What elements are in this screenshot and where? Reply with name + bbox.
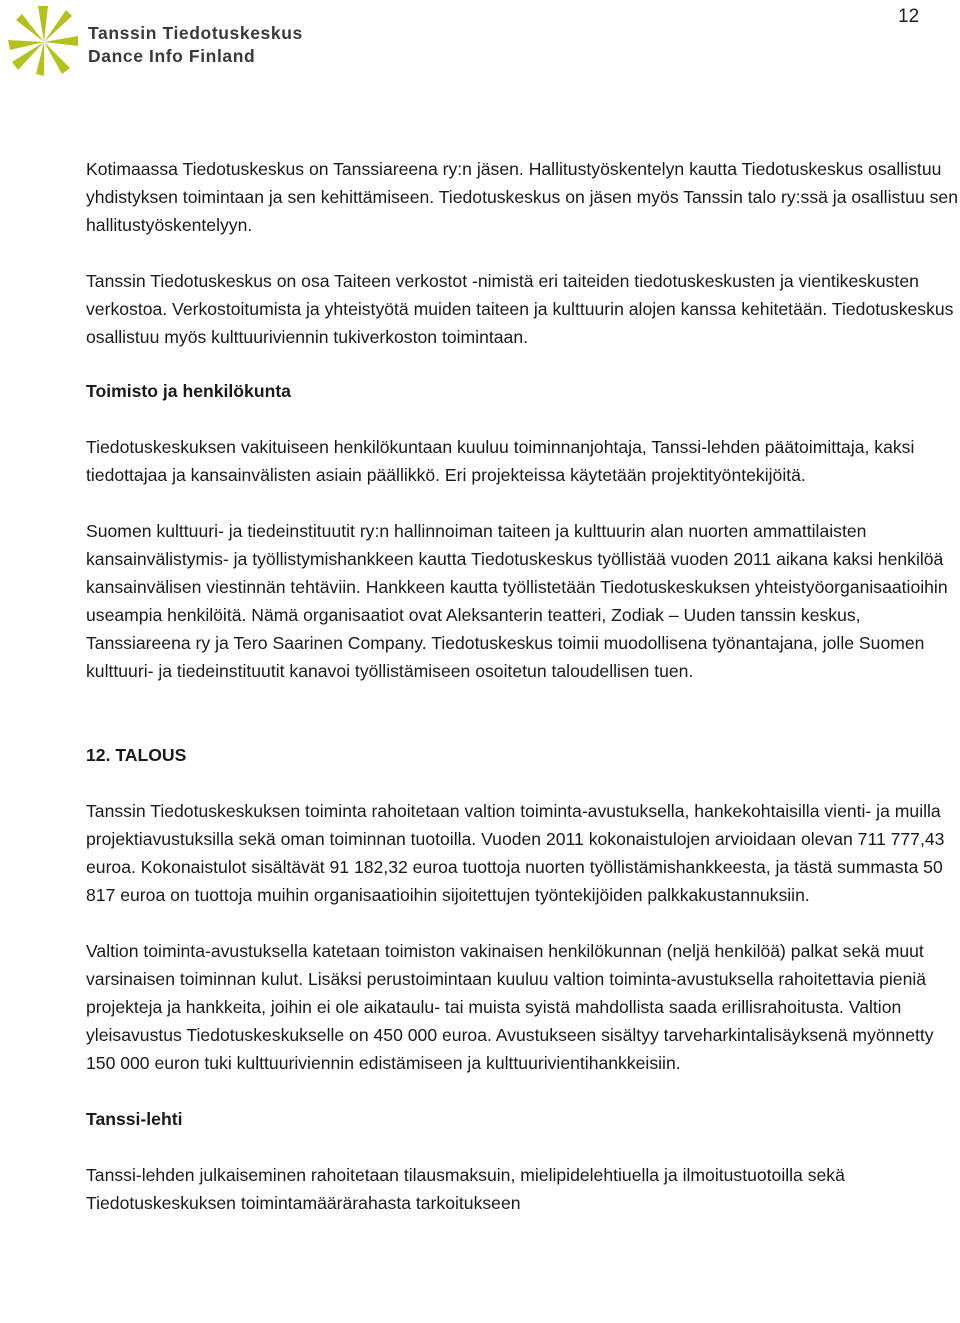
paragraph: Tanssin Tiedotuskeskuksen toiminta rahoitetaan valtion toiminta-avustuksella, hankekohtaisilla vienti- ja muilla projektiavustuksilla sekä oman toiminnan tuotoilla. Vuoden 2011 kokonaistulojen arvioidaan olevan 711 777,43 euroa. Kokonaistulot sisältävät 91 182,32 euroa tuottoja nuorten työllistämishankkeesta, ja tästä summasta 50 817 euroa on tuottoja muihin organisaatioihin sijoitettujen työntekijöiden palkkakustannuksiin. xyxy=(86,801,945,905)
section-heading: Toimisto ja henkilökunta xyxy=(86,381,291,401)
page-number: 12 xyxy=(898,6,920,27)
paragraph: Tanssin Tiedotuskeskus on osa Taiteen verkostot -nimistä eri taiteiden tiedotuskeskusten ja vientikeskusten verkostoa. Verkostoitumista ja yhteistyötä muiden taiteen ja kulttuurin alojen kanssa kehitetään. Tiedotuskeskus osallistuu myös kulttuuriviennin tukiverkoston toimintaan. xyxy=(86,271,954,347)
paragraph: Valtion toiminta-avustuksella katetaan toimiston vakinaisen henkilökunnan (neljä henkilöä) palkat sekä muut varsinaisen toiminnan kulut. Lisäksi perustoimintaan kuuluu valtion toiminta-avustuksella rahoitettavia pieniä projekteja ja hankkeita, joihin ei ole aikataulu- tai muista syistä mahdollista saada erillisrahoitusta. Valtion yleisavustus Tiedotuskeskukselle on 450 000 euroa. Avustukseen sisältyy tarveharkintalisäyksenä myönnetty 150 000 euron tuki kulttuuriviennin edistämiseen ja kulttuurivientihankkeisiin. xyxy=(86,941,934,1073)
paragraph: Kotimaassa Tiedotuskeskus on Tanssiareena ry:n jäsen. Hallitustyöskentelyn kautta Tiedotuskeskus osallistuu yhdistyksen toimintaan ja sen kehittämiseen. Tiedotuskeskus on jäsen myös Tanssin talo ry:ssä ja osallistuu sen hallitustyöskentelyyn. xyxy=(86,159,958,235)
section-heading: Tanssi-lehti xyxy=(86,1109,183,1129)
logo-title: Tanssin Tiedotuskeskus xyxy=(88,23,303,43)
paragraph: Suomen kulttuuri- ja tiedeinstituutit ry:n hallinnoiman taiteen ja kulttuurin alan nuorten ammattilaisten kansainvälistymis- ja työllistymishankkeen kautta Tiedotuskeskus työllistää vuoden 2011 aikana kaksi henkilöä kansainvälisen viestinnän tehtäviin. Hankkeen kautta työllistetään Tiedotuskeskuksen yhteistyöorganisaatioihin useampia henkilöitä. Nämä organisaatiot ovat Aleksanterin teatteri, Zodiak – Uuden tanssin keskus, Tanssiareena ry ja Tero Saarinen Company. Tiedotuskeskus toimii muodollisena työnantajana, jolle Suomen kulttuuri- ja tiedeinstituutit kanavoi työllistämiseen osoitetun taloudellisen tuen. xyxy=(86,521,948,681)
logo xyxy=(4,2,334,80)
document-body xyxy=(86,155,958,1217)
section-heading: 12. TALOUS xyxy=(86,745,187,765)
paragraph: Tanssi-lehden julkaiseminen rahoitetaan tilausmaksuin, mielipidelehtiuella ja ilmoitustuotoilla sekä Tiedotuskeskuksen toimintamäärärahasta tarkoitukseen xyxy=(86,1165,845,1213)
paragraph: Tiedotuskeskuksen vakituiseen henkilökuntaan kuuluu toiminnanjohtaja, Tanssi-lehden päätoimittaja, kaksi tiedottajaa ja kansainvälisten asiain päällikkö. Eri projekteissa käytetään projektityöntekijöitä. xyxy=(86,437,915,485)
star-burst-icon xyxy=(4,2,84,80)
logo-subtitle: Dance Info Finland xyxy=(88,46,256,66)
